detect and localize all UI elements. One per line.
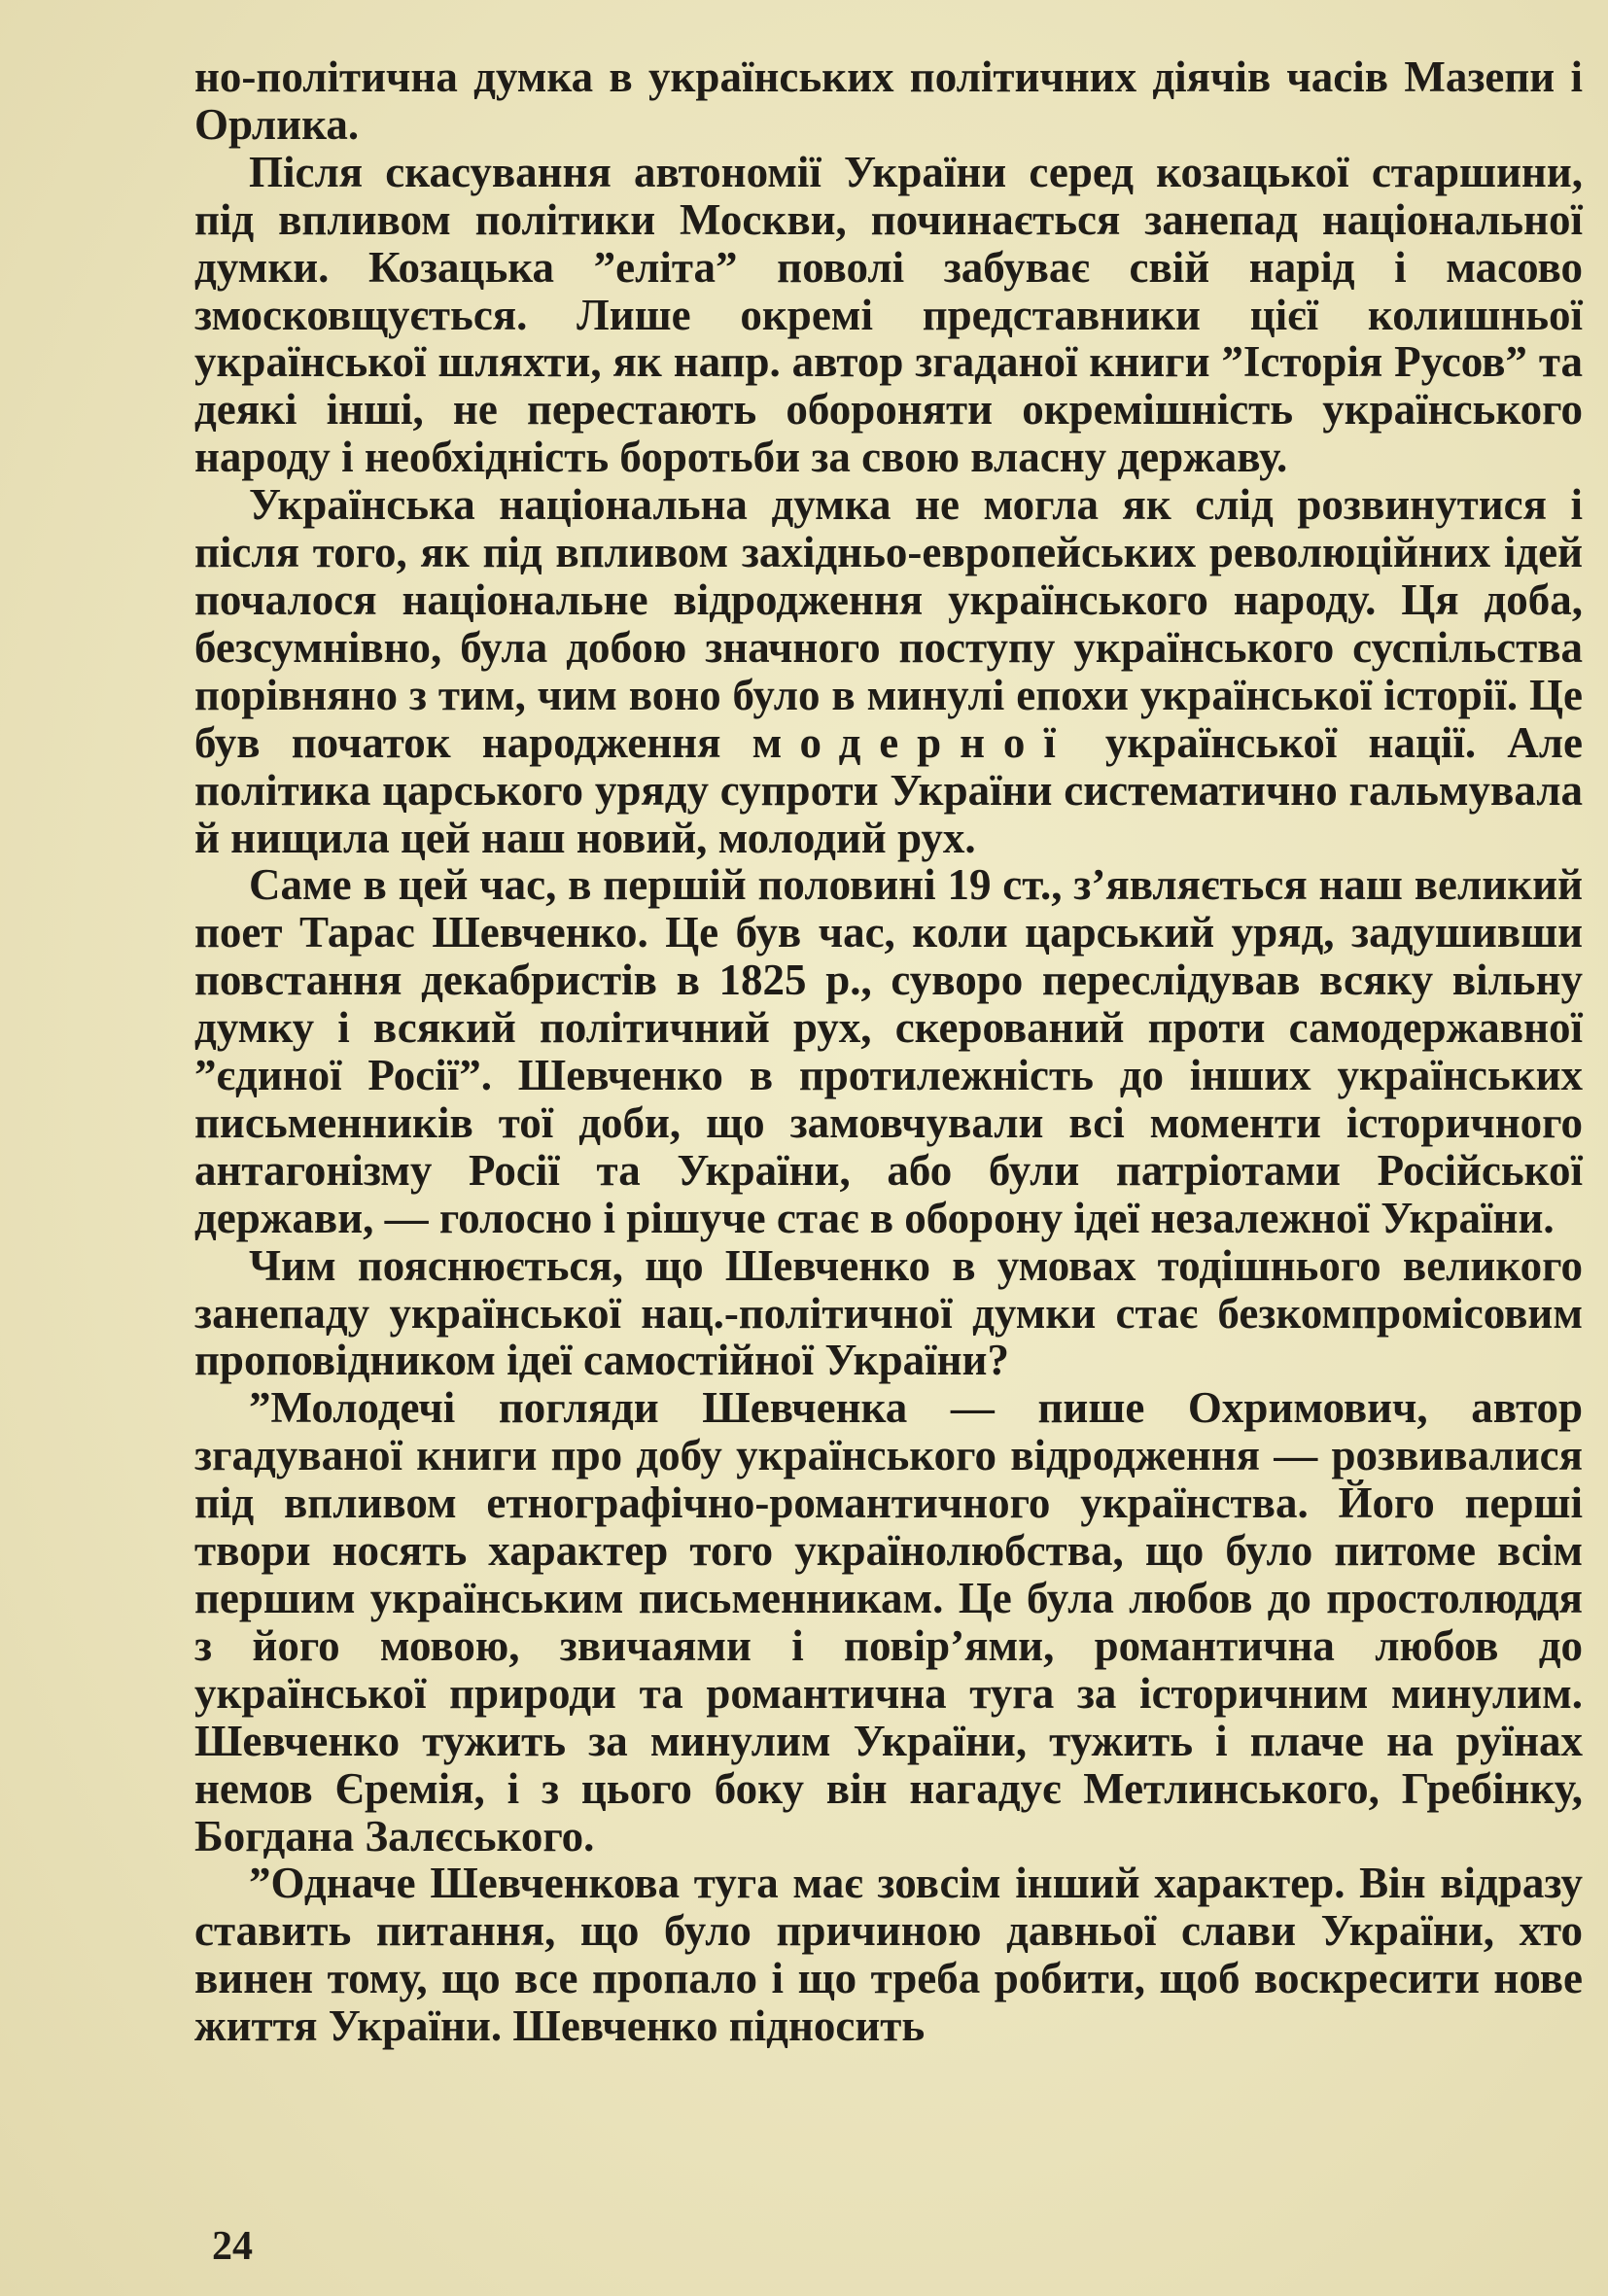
paragraph-text-after: української нації. Але політика царського уряду супроти України систематично гальмувала й нищила цей наш новий, молодий рух. [194,717,1583,862]
paragraph-abolition-of-autonomy: Після скасування автономії України серед козацької старшини, під впливом політики Москви, починається занепад національної думки. Козацька ”еліта” поволі забуває свій нарід і масово змосковщується. Лише окремі представники цієї колишньої української шляхти, як напр. автор згаданої книги ”Історія Русов” та деякі інші, не перестають обороняти окремішність українського народу і необхідність боротьби за свою власну державу. [194,147,1583,482]
paragraph-text-before: Українська національна думка не могла як слід розвинутися і після того, як під впливом західньо-европейських революційних ідей почалося національне відродження українського народу. Ця доба, безсумнівно, була добою значного поступу українського суспільства порівняно з тим, чим воно було в минулі епохи української історії. Це був початок народження [194,480,1583,767]
paragraph-quote-continued: ”Одначе Шевченкова туга має зовсім інший характер. Він відразу ставить питання, що було причиною давньої слави України, хто винен тому, що все пропало і що треба робити, щоб воскресити нове життя України. Шевченко підносить [194,1859,1583,2051]
emphasized-word: модерної [752,717,1074,767]
paragraph-continuation: но-політична думка в українських політичних діячів часів Мазепи і Орлика. [194,52,1583,149]
page-number: 24 [212,2224,253,2269]
paragraph-question: Чим пояснюється, що Шевченко в умовах тодішнього великого занепаду української нац.-політичної думки стає безкомпромісовим проповідником ідеї самостійної України? [194,1240,1583,1385]
page-text-block [194,53,1583,2231]
paragraph-shevchenko-appears: Саме в цей час, в першій половині 19 ст., з’являється наш великий поет Тарас Шевченко. Це був час, коли царський уряд, задушивши повстання декабристів в 1825 р., суворо переслідував всяку вільну думку і всякий політичний рух, скерований проти самодержавної ”єдиної Росії”. Шевченко в протилежність до інших українських письменників тої доби, що замовчували всі моменти історичного антагонізму Росії та України, або були патріотами Російської держави, — голосно і рішуче стає в оборону ідеї незалежної України. [194,860,1583,1242]
paragraph-national-revival [194,481,1583,861]
paragraph-quote-okhrymovych: ”Молодечі погляди Шевченка — пише Охримович, автор згадуваної книги про добу українського відродження — розвивалися під впливом етнографічно-романтичного українства. Його перші твори носять характер того українолюбства, що було питоме всім першим українським письменникам. Це була любов до простолюддя з його мовою, звичаями і повір’ями, романтична любов до української природи та романтична туга за історичним минулим. Шевченко тужить за минулим України, тужить і плаче на руїнах немов Єремія, і з цього боку він нагадує Метлинського, Гребінку, Богдана Залєського. [194,1383,1583,1861]
